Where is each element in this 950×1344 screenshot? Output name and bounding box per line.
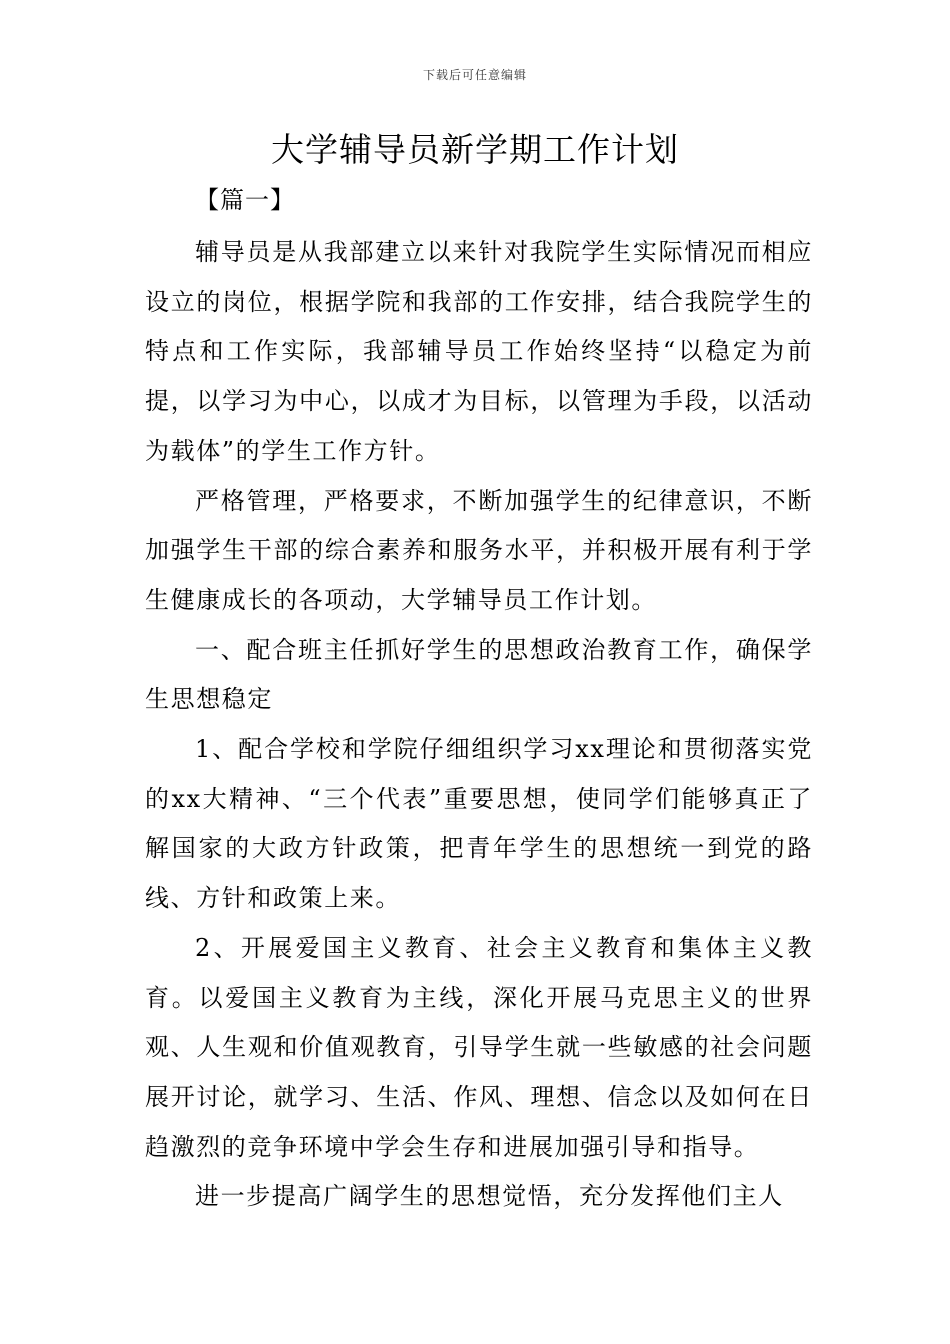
paragraph-management: 严格管理，严格要求，不断加强学生的纪律意识，不断加强学生干部的综合素养和服务水平，并积极开展有利于学生健康成长的各项动，大学辅导员工作计划。 (145, 486, 813, 614)
document-body (145, 228, 813, 1222)
paragraph-heading-1: 一、配合班主任抓好学生的思想政治教育工作，确保学生思想稳定 (145, 635, 813, 714)
paragraph-continued: 进一步提高广阔学生的思想觉悟，充分发挥他们主人 (195, 1182, 784, 1211)
section-label: 【篇一】 (195, 186, 295, 214)
document-title: 大学辅导员新学期工作计划 (271, 130, 679, 169)
paragraph-item-2: 2、开展爱国主义教育、社会主义教育和集体主义教育。以爱国主义教育为主线，深化开展马克思主义的世界观、人生观和价值观教育，引导学生就一些敏感的社会问题展开讨论，就学习、生活、作风、理想、信念以及如何在日趋激烈的竞争环境中学会生存和进展加强引导和指导。 (145, 933, 813, 1161)
paragraph-intro: 辅导员是从我部建立以来针对我院学生实际情况而相应设立的岗位，根据学院和我部的工作安排，结合我院学生的特点和工作实际，我部辅导员工作始终坚持“以稳定为前提，以学习为中心，以成才为目标，以管理为手段，以活动为载体”的学生工作方针。 (145, 238, 813, 465)
paragraph-item-1: 1、配合学校和学院仔细组织学习xx理论和贯彻落实党的xx大精神、“三个代表”重要思想，使同学们能够真正了解国家的大政方针政策，把青年学生的思想统一到党的路线、方针和政策上来。 (145, 735, 813, 913)
header-note: 下载后可任意编辑 (422, 68, 527, 82)
